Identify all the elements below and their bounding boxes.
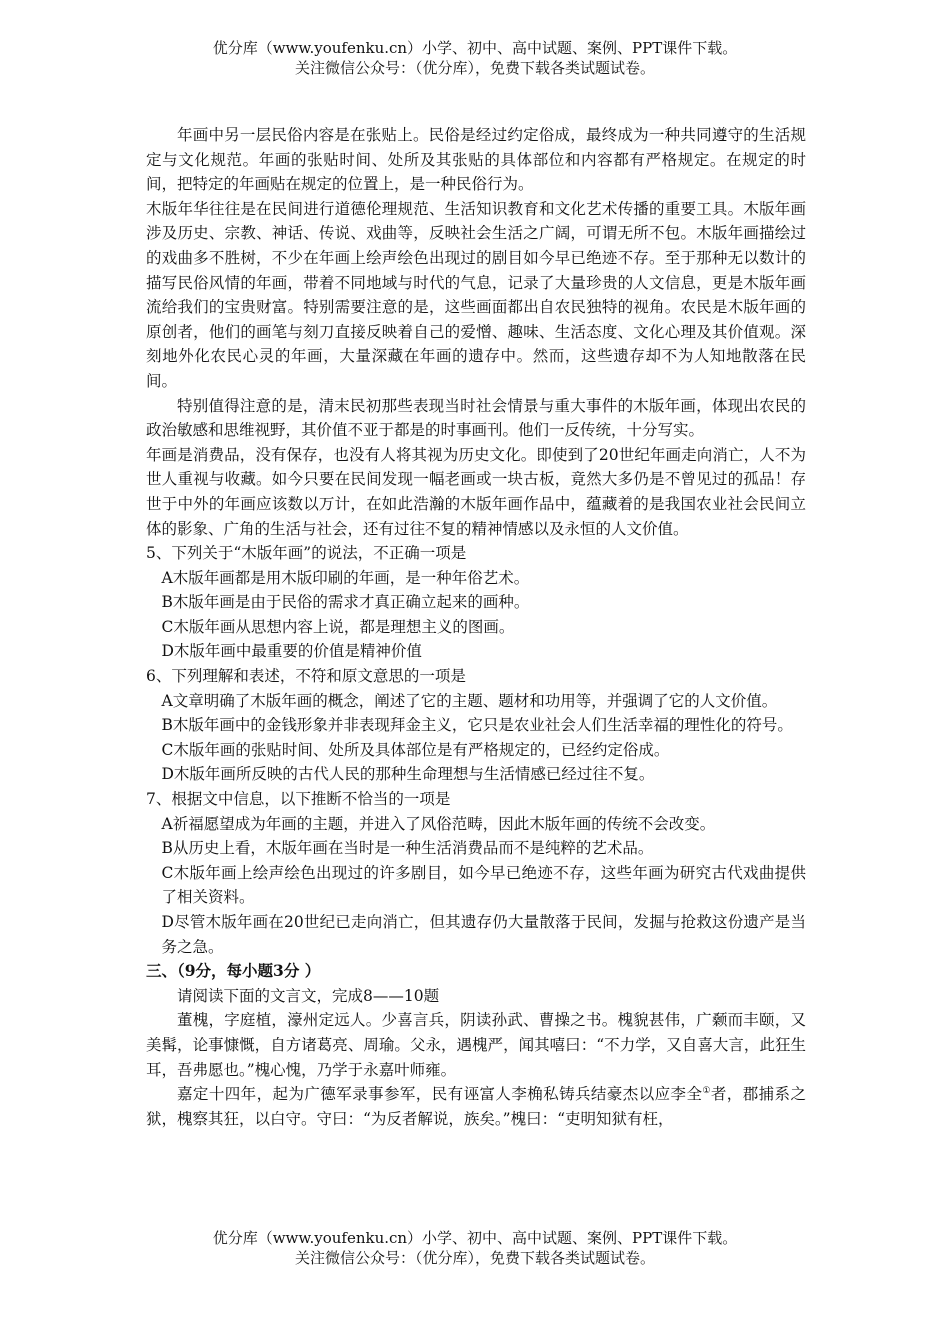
question-7-option-a: A祈福愿望成为年画的主题，并进入了风俗范畴，因此木版年画的传统不会改变。	[161, 814, 716, 833]
header-line-1: 优分库（www.youfenku.cn）小学、初中、高中试题、案例、PPT课件下载。	[212, 39, 738, 57]
question-6-option-a: A文章明确了木版年画的概念，阐述了它的主题、题材和功用等，并强调了它的人文价值。	[161, 691, 778, 710]
question-5-option-b: B木版年画是由于民俗的需求才真正确立起来的画种。	[161, 593, 530, 612]
page-footer	[0, 1228, 950, 1268]
section-3-title: 三、（9分，每小题3分 ）	[146, 961, 321, 981]
question-6-stem: 6、下列理解和表述，不符和原文意思的一项是	[146, 667, 466, 686]
question-7-option-d: D尽管木版年画在20世纪已走向消亡，但其遗存仍大量散落于民间，发掘与抢救这份遗产是当务之急。	[161, 913, 806, 956]
footer-line-1: 优分库（www.youfenku.cn）小学、初中、高中试题、案例、PPT课件下载。	[212, 1229, 738, 1247]
classical-text-paragraph: 董槐，字庭植，濠州定远人。少喜言兵，阴读孙武、曹操之书。槐貌甚伟，广颡而丰颐，又美髯，论事慷慨，自方诸葛亮、周瑜。父永，遇槐严，闻其嘻曰：“不力学，又自喜大言，此狂生耳，吾弗愿也。”槐心愧，乃学于永嘉叶师雍。	[146, 1011, 806, 1079]
question-6-option-c: C木版年画的张贴时间、处所及具体部位是有严格规定的，已经约定俗成。	[161, 740, 670, 759]
document-body	[146, 123, 806, 1131]
classical-text-part: 嘉定十四年，起为广德军录事参军，民有诬富人李桷私铸兵结豪杰以应李全	[177, 1085, 703, 1104]
question-5-stem: 5、下列关于“木版年画”的说法，不正确一项是	[146, 544, 467, 563]
classical-text-paragraph	[146, 1082, 806, 1131]
header-line-2: 关注微信公众号：（优分库），免费下载各类试题试卷。	[294, 59, 655, 77]
passage-paragraph: 木版年华往往是在民间进行道德伦理规范、生活知识教育和文化艺术传播的重要工具。木版年画涉及历史、宗教、神话、传说、戏曲等，反映社会生活之广阔，可谓无所不包。木版年画描绘过的戏曲多不胜树，不少在年画上绘声绘色出现过的剧目如今早已绝迹不存。至于那种无以数计的描写民俗风情的年画，带着不同地域与时代的气息，记录了大量珍贵的人文信息，更是木版年画流给我们的宝贵财富。特别需要注意的是，这些画面都出自农民独特的视角。农民是木版年画的原创者，他们的画笔与刻刀直接反映着自己的爱憎、趣味、生活态度、文化心理及其价值观。深刻地外化农民心灵的年画，大量深藏在年画的遗存中。然而，这些遗存却不为人知地散落在民间。	[146, 199, 806, 390]
question-5-option-a: A木版年画都是用木版印刷的年画，是一种年俗艺术。	[161, 568, 530, 587]
question-7-option-c: C木版年画上绘声绘色出现过的许多剧目，如今早已绝迹不存，这些年画为研究古代戏曲提供了相关资料。	[161, 863, 806, 907]
question-7-option-b: B从历史上看，木版年画在当时是一种生活消费品而不是纯粹的艺术品。	[161, 839, 654, 858]
passage-paragraph: 年画是消费品，没有保存，也没有人将其视为历史文化。即使到了20世纪年画走向消亡，人不为世人重视与收藏。如今只要在民间发现一幅老画或一块古板，竟然大多仍是不曾见过的孤品！存世于中外的年画应该数以万计，在如此浩瀚的木版年画作品中，蕴藏着的是我国农业社会民间立体的影象、广角的生活与社会，还有过往不复的精神情感以及永恒的人文价值。	[146, 445, 806, 538]
question-6-option-d: D木版年画所反映的古代人民的那种生命理想与生活情感已经过往不复。	[161, 765, 655, 784]
classical-text-part: 者，郡捕系之狱，槐察其狂，以白守。守曰：“为反者解说，族矣。”槐曰：“吏明知狱有枉，	[146, 1085, 806, 1128]
passage-paragraph: 特别值得注意的是，清末民初那些表现当时社会情景与重大事件的木版年画，体现出农民的政治敏感和思维视野，其价值不亚于都是的时事画刊。他们一反传统，十分写实。	[146, 396, 806, 440]
footer-line-2: 关注微信公众号：（优分库），免费下载各类试题试卷。	[294, 1249, 655, 1267]
passage-paragraph: 年画中另一层民俗内容是在张贴上。民俗是经过约定俗成，最终成为一种共同遵守的生活规定与文化规范。年画的张贴时间、处所及其张贴的具体部位和内容都有严格规定。在规定的时间，把特定的年画贴在规定的位置上，是一种民俗行为。	[146, 126, 806, 194]
question-6-option-b: B木版年画中的金钱形象并非表现拜金主义，它只是农业社会人们生活幸福的理性化的符号。	[161, 716, 793, 735]
question-7-stem: 7、根据文中信息，以下推断不恰当的一项是	[146, 790, 451, 809]
footnote-marker: ①	[702, 1086, 711, 1096]
page-header	[0, 38, 950, 78]
question-5-option-d: D木版年画中最重要的价值是精神价值	[161, 642, 422, 661]
section-3-instruction: 请阅读下面的文言文，完成8——10题	[177, 986, 440, 1005]
question-5-option-c: C木版年画从思想内容上说，都是理想主义的图画。	[161, 617, 515, 636]
